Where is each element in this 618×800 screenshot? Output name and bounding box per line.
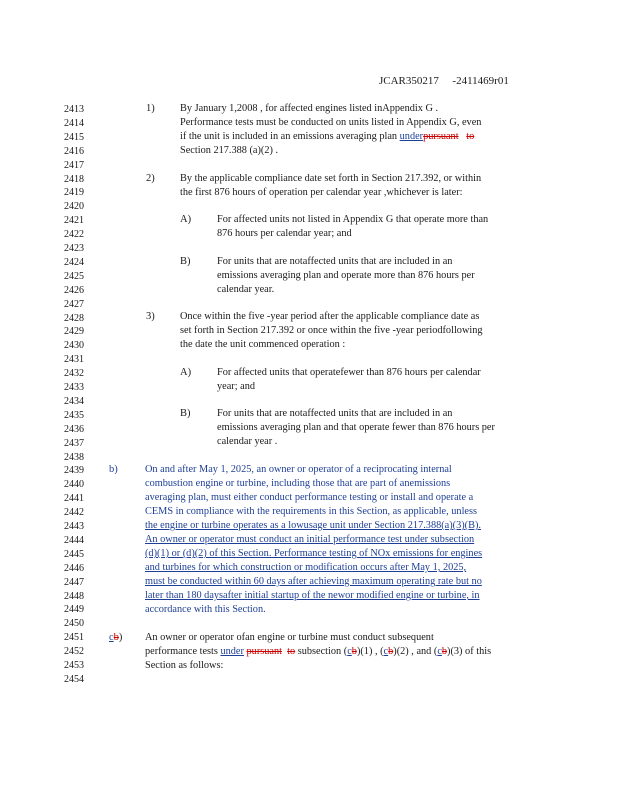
line-number: 2428: [64, 312, 84, 324]
insertion-under: under: [399, 131, 424, 142]
item-2a-label: A): [180, 214, 192, 225]
item-1-line-1: By January 1,2008 , for affected engines listed inAppendix G .: [180, 103, 439, 114]
item-3b-line-2: emissions averaging plan and that operate fewer than 876 hours per: [217, 422, 495, 433]
subsection-b-line-7: (d)(1) or (d)(2) of this Section. Performance testing of NOx emissions for engines: [145, 548, 483, 559]
subsection-b-line-8: and turbines for which construction or modification occurs after May 1, 2025,: [145, 562, 467, 573]
item-1-label: 1): [146, 103, 155, 114]
line-number: 2439: [64, 465, 84, 477]
line-number: 2449: [64, 604, 84, 616]
line-number: 2420: [64, 201, 84, 213]
line-number: 2419: [64, 187, 84, 199]
line-number: 2415: [64, 131, 84, 143]
line-number: 2450: [64, 618, 84, 630]
subsection-c-line-3: Section as follows:: [145, 660, 224, 671]
deletion-to: to: [287, 646, 296, 657]
line-number: 2427: [64, 298, 84, 310]
line-number: 2448: [64, 590, 84, 602]
deletion-pursuant: pursuant: [423, 131, 459, 142]
item-3a-line-1: For affected units that operatefewer than 876 hours per calendar: [217, 367, 481, 378]
line-number: 2433: [64, 382, 84, 393]
item-1-line-3: if the unit is included in an emissions averaging plan underpursuant to: [180, 131, 475, 142]
item-2b-line-2: emissions averaging plan and operate more than 876 hours per: [217, 270, 475, 281]
item-3b-line-1: For units that are notaffected units that are included in an: [217, 408, 453, 419]
line-number: 2429: [64, 326, 84, 338]
subsection-b-label: b): [109, 464, 118, 475]
line-number: 2417: [64, 159, 84, 171]
line-number: 2421: [64, 215, 84, 227]
item-1-line-2: Performance tests must be conducted on units listed in Appendix G, even: [180, 117, 482, 128]
line-number: 2413: [64, 104, 84, 115]
item-2-label: 2): [146, 173, 155, 184]
item-3b-line-3: calendar year .: [217, 436, 278, 447]
line-number: 2440: [64, 479, 84, 491]
item-3-line-3: the date the unit commenced operation :: [180, 339, 346, 350]
subsection-c-line-2: performance tests under pursuant to subsection (cb)(1) , (cb)(2) , and (cb)(3) of this: [145, 646, 492, 657]
line-number: 2430: [64, 340, 84, 352]
line-number: 2444: [64, 534, 84, 546]
line-number: 2432: [64, 368, 84, 380]
line-number: 2423: [64, 243, 84, 254]
line-number: 2447: [64, 576, 84, 588]
item-2-line-1: By the applicable compliance date set forth in Section 217.392, or within: [180, 173, 482, 184]
line-number: 2452: [64, 646, 84, 658]
item-3b-label: B): [180, 408, 191, 419]
item-2a-line-2: 876 hours per calendar year; and: [217, 228, 352, 239]
line-number: 2438: [64, 451, 84, 463]
document-header: [379, 75, 509, 87]
item-3-line-1: Once within the five -year period after the applicable compliance date as: [180, 311, 480, 322]
line-number: 2422: [64, 229, 84, 241]
line-number: 2434: [64, 395, 84, 407]
deletion-pursuant: pursuant: [246, 646, 282, 657]
line-number: 2414: [64, 117, 84, 129]
line-number: 2451: [64, 632, 84, 644]
subsection-b-line-2: combustion engine or turbine, including those that are part of anemissions: [145, 478, 451, 489]
line-number: 2446: [64, 562, 84, 574]
line-number: 2425: [64, 270, 84, 282]
subsection-b-line-4: CEMS in compliance with the requirements in this Section, as applicable, unless: [145, 506, 478, 517]
line-number: 2424: [64, 256, 84, 268]
subsection-b-line-10: later than 180 daysafter initial startup of the newor modified engine or turbine, in: [145, 590, 480, 601]
line-number: 2426: [64, 284, 84, 296]
deletion-to: to: [466, 131, 475, 142]
subsection-c-label: cb): [109, 632, 123, 643]
subsection-b-line-3: averaging plan, must either conduct performance testing or install and operate a: [145, 492, 474, 503]
doc-id: JCAR350217: [379, 75, 439, 87]
doc-version: -2411469r01: [452, 75, 509, 87]
insertion-under: under: [220, 646, 244, 657]
line-number: 2437: [64, 437, 84, 449]
line-number: 2431: [64, 354, 84, 366]
item-3-line-2: set forth in Section 217.392 or once within the five -year periodfollowing: [180, 325, 483, 336]
line-number: 2445: [64, 548, 84, 560]
line-number: 2436: [64, 423, 84, 435]
line-number: 2454: [64, 673, 84, 685]
subsection-b-line-1: On and after May 1, 2025, an owner or operator of a reciprocating internal: [145, 464, 452, 475]
subsection-b-line-6: An owner or operator must conduct an initial performance test under subsection: [145, 534, 475, 545]
item-2b-line-1: For units that are notaffected units that are included in an: [217, 256, 453, 267]
item-2b-label: B): [180, 256, 191, 267]
line-number: 2443: [64, 521, 84, 532]
item-1-line-4: Section 217.388 (a)(2) .: [180, 145, 279, 156]
line-number: 2442: [64, 507, 84, 519]
item-2b-line-3: calendar year.: [217, 284, 275, 295]
item-2a-line-1: For affected units not listed in Appendix G that operate more than: [217, 214, 489, 225]
item-3a-label: A): [180, 367, 192, 378]
subsection-b-line-5: the engine or turbine operates as a lowusage unit under Section 217.388(a)(3)(B).: [145, 520, 481, 531]
item-3-label: 3): [146, 311, 155, 322]
line-number: 2441: [64, 493, 84, 505]
subsection-c-line-1: An owner or operator ofan engine or turbine must conduct subsequent: [145, 632, 434, 643]
line-number: 2416: [64, 145, 84, 157]
line-number: 2453: [64, 660, 84, 671]
subsection-b-line-9: must be conducted within 60 days after achieving maximum operating rate but no: [145, 576, 482, 587]
line-number: 2418: [64, 173, 84, 185]
subsection-b-line-11: accordance with this Section.: [145, 604, 266, 615]
item-2-line-2: the first 876 hours of operation per calendar year ,whichever is later:: [180, 187, 463, 198]
line-number: 2435: [64, 409, 84, 421]
item-3a-line-2: year; and: [217, 381, 256, 392]
